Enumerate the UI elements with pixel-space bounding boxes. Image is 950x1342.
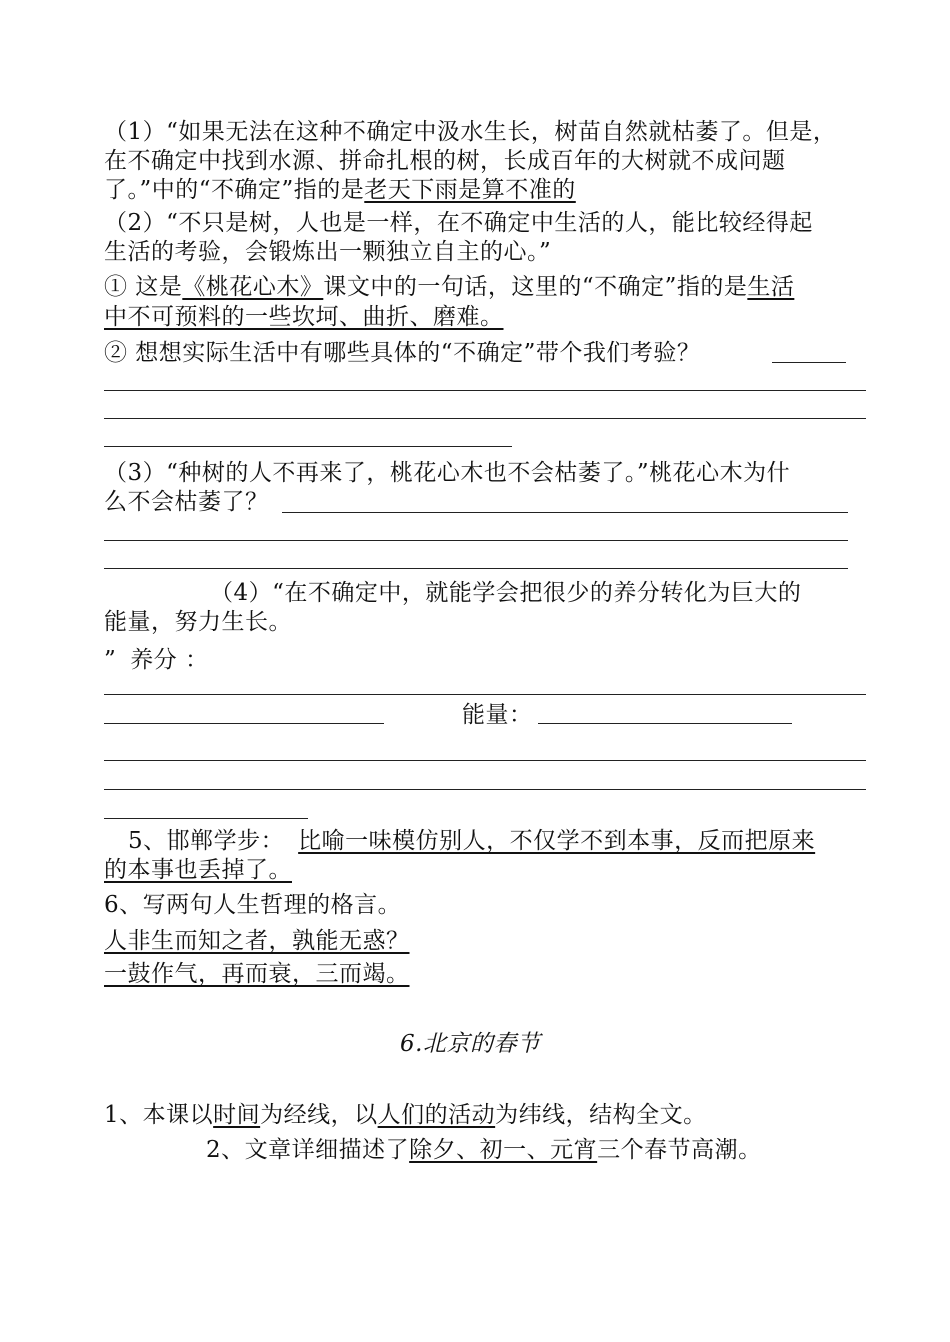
q5-line1 xyxy=(128,826,815,856)
answer-blank[interactable] xyxy=(104,418,866,419)
answer-blank[interactable] xyxy=(104,568,848,569)
answer-blank[interactable] xyxy=(104,789,866,790)
q4-line3 xyxy=(104,645,209,675)
q6-prompt: 6、写两句人生哲理的格言。 xyxy=(104,892,402,918)
answer-blank[interactable] xyxy=(104,723,384,724)
s2-prefix: 2、文章详细描述了 xyxy=(206,1137,410,1163)
q2-sub1-title: 《桃花心木》 xyxy=(182,274,324,300)
q6-answer1: 人非生而知之者，孰能无惑？ xyxy=(104,928,410,954)
q5-prefix: 5、邯郸学步： xyxy=(128,828,285,854)
q2-sub2: ② 想想实际生活中有哪些具体的“不确定”带个我们考验？ xyxy=(104,340,701,366)
q1-answer: 老天下雨是算不准的 xyxy=(364,177,576,203)
q2-line1: （2）“不只是树，人也是一样，在不确定中生活的人，能比较经得起 xyxy=(104,210,813,236)
s1-line xyxy=(104,1100,707,1130)
s1-suffix: 为纬线，结构全文。 xyxy=(495,1102,707,1128)
q2-line2: 生活的考验，会锻炼出一颗独立自主的心。” xyxy=(104,239,552,265)
answer-blank[interactable] xyxy=(104,446,512,447)
q2-sub1-answer-a: 生活 xyxy=(747,274,795,300)
s2-suffix: 三个春节高潮。 xyxy=(597,1137,762,1163)
q3-line1: （3）“种树的人不再来了，桃花心木也不会枯萎了。”桃花心木为什 xyxy=(104,460,791,486)
q3-line2: 么不会枯萎了？ xyxy=(104,489,269,515)
q2-sub1-line1 xyxy=(104,272,794,302)
section-title: 6.北京的春节 xyxy=(400,1031,541,1057)
s2-line xyxy=(206,1135,762,1165)
answer-blank[interactable] xyxy=(538,723,792,724)
q5-answer-b: 的本事也丢掉了。 xyxy=(104,857,292,883)
q5-answer-a: 比喻一味模仿别人，不仅学不到本事，反而把原来 xyxy=(298,828,816,854)
q6-answer2: 一鼓作气，再而衰，三而竭。 xyxy=(104,961,410,987)
answer-blank[interactable] xyxy=(772,362,846,363)
q4-line1: （4）“在不确定中，就能学会把很少的养分转化为巨大的 xyxy=(210,580,802,606)
answer-blank[interactable] xyxy=(104,760,866,761)
q1-line3-prefix: 了。”中的“不确定”指的是 xyxy=(104,177,365,203)
answer-blank[interactable] xyxy=(104,540,848,541)
q1-line1: （1）“如果无法在这种不确定中汲水生长，树苗自然就枯萎了。但是， xyxy=(104,119,837,145)
q1-line3 xyxy=(104,175,576,205)
q2-sub1-answer-b: 中不可预料的一些坎坷、曲折、磨难。 xyxy=(104,304,504,330)
q4-nutrient-label: 养分 ： xyxy=(130,647,209,673)
s1-answer-a: 时间 xyxy=(213,1102,261,1128)
s2-answer: 除夕、初一、元宵 xyxy=(409,1137,598,1163)
q2-sub1-mid: 课文中的一句话，这里的“不确定”指的是 xyxy=(323,274,748,300)
q1-line2: 在不确定中找到水源、拼命扎根的树，长成百年的大树就不成问题 xyxy=(104,148,786,174)
answer-blank[interactable] xyxy=(104,818,308,819)
answer-blank[interactable] xyxy=(104,694,866,695)
answer-blank[interactable] xyxy=(282,512,848,513)
q4-close-quote: ” xyxy=(104,647,117,673)
s1-prefix: 1、本课以 xyxy=(104,1102,214,1128)
q4-line2: 能量，努力生长。 xyxy=(104,609,292,635)
s1-answer-b: 人们的活动 xyxy=(377,1102,496,1128)
q2-sub1-prefix: ① 这是 xyxy=(104,274,183,300)
s1-mid: 为经线，以 xyxy=(260,1102,378,1128)
answer-blank[interactable] xyxy=(104,390,866,391)
q4-energy-label: 能量： xyxy=(462,702,533,728)
